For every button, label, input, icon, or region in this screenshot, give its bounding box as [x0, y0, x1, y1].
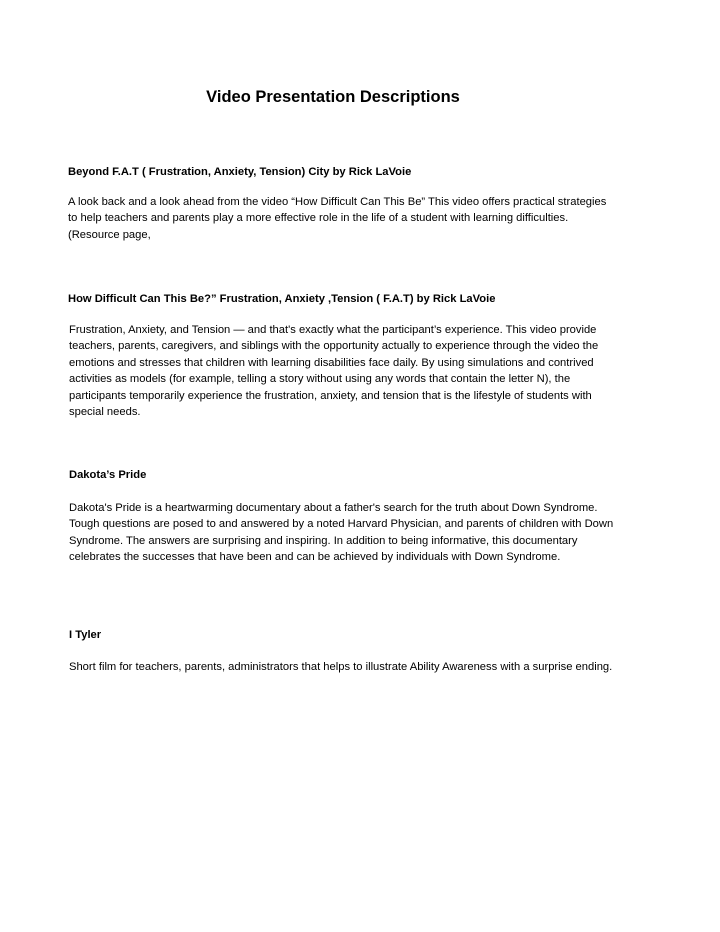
document-title: Video Presentation Descriptions	[206, 88, 460, 106]
section-heading-beyond-fat: Beyond F.A.T ( Frustration, Anxiety, Tension) City by Rick LaVoie	[68, 166, 412, 178]
section-body-beyond-fat: A look back and a look ahead from the video “How Difficult Can This Be” This video offers practical strategies to help teachers and parents play a more effective role in the life of a student with learning difficulties. (Resource page,	[68, 196, 607, 241]
section-heading-i-tyler: I Tyler	[69, 629, 102, 641]
section-heading-dakotas-pride: Dakota’s Pride	[69, 469, 147, 481]
section-heading-how-difficult: How Difficult Can This Be?” Frustration, Anxiety ,Tension ( F.A.T) by Rick LaVoie	[68, 293, 496, 305]
section-body-dakotas-pride: Dakota's Pride is a heartwarming documentary about a father's search for the truth about Down Syndrome. Tough questions are posed to and answered by a noted Harvard Physician, and parents of children with Down Syndrome. The answers are surprising and inspiring. In addition to being informative, this documentary celebrates the successes that have been and can be achieved by individuals with Down Syndrome.	[69, 502, 614, 564]
section-body-i-tyler: Short film for teachers, parents, administrators that helps to illustrate Ability Awareness with a surprise ending.	[69, 661, 613, 673]
section-body-how-difficult: Frustration, Anxiety, and Tension — and that's exactly what the participant’s experience. This video provide teachers, parents, caregivers, and siblings with the opportunity actually to experience through the video the emotions and stresses that children with learning disabilities face daily. By using simulations and contrived activities as models (for example, telling a story without using any words that contain the letter N), the participants temporarily experience the frustration, anxiety, and tension that is the lifestyle of students with special needs.	[69, 324, 599, 419]
